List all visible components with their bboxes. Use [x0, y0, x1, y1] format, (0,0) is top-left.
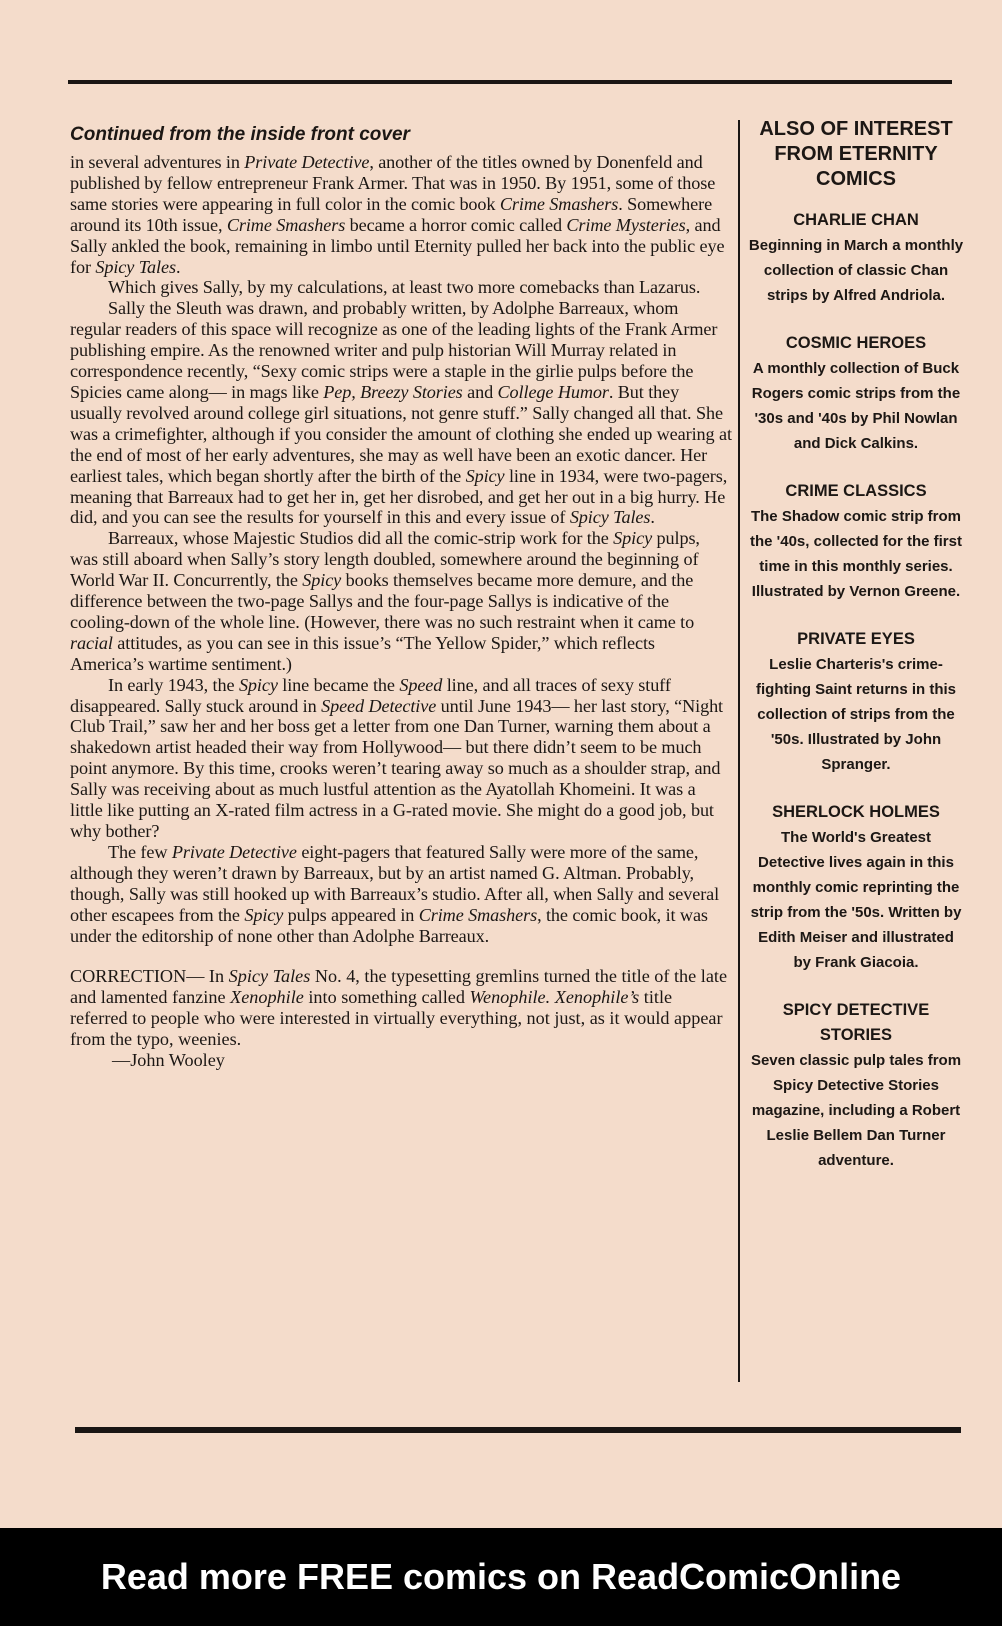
italic-title: College Humor: [497, 381, 609, 402]
paragraph: Barreaux, whose Majestic Studios did all the comic-strip work for the Spicy pulps, was still aboard when Sally’s story length doubled, somewhere around the beginning of World War II. Concurrently, the Spicy books themselves became more demure, and the difference between the two-page Sallys and the four-page Sallys is indicative of the cooling-down of the whole line. (However, there was no such restraint when it came to racial attitudes, as you can see in this issue’s “The Yellow Spider,” which reflects America’s wartime sentiment.): [70, 528, 700, 674]
italic-title: Pep, Breezy Stories: [323, 381, 463, 402]
continued-heading: Continued from the inside front cover: [70, 124, 410, 145]
italic-title: Crime Mysteries: [566, 214, 686, 235]
italic-title: Speed: [399, 674, 443, 695]
italic-title: Spicy Tales: [95, 256, 176, 277]
paragraph: Which gives Sally, by my calculations, at least two more comebacks than Lazarus.: [108, 277, 701, 298]
entry-title: SHERLOCK HOLMES: [772, 803, 940, 821]
italic-title: Crime Smashers: [499, 193, 619, 214]
sidebar: [748, 117, 964, 1196]
sidebar-entry-sherlock-holmes: [748, 800, 964, 975]
sidebar-entry-cosmic-heroes: [748, 331, 964, 456]
entry-description: The World's Greatest Detective lives again in this monthly comic reprinting the strip from the '50s. Written by Edith Meiser and illustrated by Frank Giacoia.: [750, 829, 962, 971]
entry-description: Leslie Charteris's crime-fighting Saint returns in this collection of strips from the '50s. Illustrated by John Spranger.: [756, 656, 956, 773]
entry-description: The Shadow comic strip from the '40s, collected for the first time in this monthly series. Illustrated by Vernon Greene.: [750, 508, 962, 600]
italic-title: Wenophile. Xenophile’s: [469, 987, 640, 1008]
entry-description: A monthly collection of Buck Rogers comic strips from the '30s and '40s by Phil Nowlan and Dick Calkins.: [751, 360, 961, 452]
italic-title: Spicy: [613, 528, 653, 549]
italic-title: Xenophile: [230, 987, 304, 1008]
italic-title: Spicy: [302, 570, 342, 591]
paragraph: The few Private Detective eight-pagers that featured Sally were more of the same, although they weren’t drawn by Barreaux, but by an artist named G. Altman. Probably, though, Sally was still hooked up with Barreaux’s studio. After all, when Sally and several other escapees from the Spicy pulps appeared in Crime Smashers, the comic book, it was under the editorship of none other than Adolphe Barreaux.: [70, 841, 720, 946]
sidebar-entry-crime-classics: [748, 479, 964, 604]
italic-title: Spicy: [244, 904, 284, 925]
sidebar-entry-spicy-detective: [748, 998, 964, 1173]
italic-title: Crime Smashers: [418, 904, 538, 925]
entry-title: SPICY DETECTIVE STORIES: [782, 1001, 930, 1044]
top-rule: [68, 80, 952, 84]
entry-title: CHARLIE CHAN: [793, 211, 919, 229]
author-signature: —John Wooley: [112, 1050, 225, 1071]
entry-description: Beginning in March a monthly collection of classic Chan strips by Alfred Andriola.: [748, 237, 964, 304]
paragraph: Sally the Sleuth was drawn, and probably written, by Adolphe Barreaux, whom regular readers of this space will recognize as one of the leading lights of the Frank Armer publishing empire. As the renowned writer and pulp historian Will Murray related in correspondence recently, “Sexy comic strips were a staple in the girlie pulps before the Spicies came along— in mags like Pep, Breezy Stories and College Humor. But they usually revolved around college girl situations, not genre stuff.” Sally changed all that. She was a crimefighter, although if you consider the amount of clothing she ended up wearing at the end of most of her early adventures, she may as well have been an exotic dancer. Her earliest tales, which began shortly after the birth of the Spicy line in 1934, were two-pagers, meaning that Barreaux had to get her in, get her disrobed, and get her out in a big hurry. He did, and you can see the results for yourself in this and every issue of Spicy Tales.: [70, 298, 732, 528]
sidebar-title: ALSO OF INTEREST FROM ETERNITY COMICS: [759, 118, 953, 190]
italic-title: Crime Smashers: [226, 214, 346, 235]
italic-title: Speed Detective: [321, 695, 437, 716]
article-body: [70, 152, 732, 946]
column-divider: [738, 120, 740, 1382]
correction-text: CORRECTION— In Spicy Tales No. 4, the typesetting gremlins turned the title of the late and lamented fanzine Xenophile into something called Wenophile. Xenophile’s title referred to people who were interested in virtually everything, not just, as it would appear from the typo, weenies.: [70, 966, 728, 1050]
entry-title: PRIVATE EYES: [797, 630, 915, 648]
italic-title: Spicy: [238, 674, 278, 695]
italic-title: racial: [70, 632, 113, 653]
correction-note: [70, 966, 732, 1071]
italic-title: Spicy Tales: [569, 507, 651, 528]
italic-title: Private Detective: [171, 841, 297, 862]
paragraph: in several adventures in Private Detective, another of the titles owned by Donenfeld and published by fellow entrepreneur Frank Armer. That was in 1950. By 1951, some of those same stories were appearing in full color in the comic book Crime Smashers. Somewhere around its 10th issue, Crime Smashers became a horror comic called Crime Mysteries, and Sally ankled the book, remaining in limbo until Eternity pulled her back into the public eye for Spicy Tales.: [70, 152, 725, 277]
sidebar-entry-charlie-chan: [748, 208, 964, 308]
entry-description: Seven classic pulp tales from Spicy Detective Stories magazine, including a Robert Leslie Bellem Dan Turner adventure.: [750, 1052, 962, 1169]
sidebar-entry-private-eyes: [748, 627, 964, 777]
promo-banner[interactable]: Read more FREE comics on ReadComicOnline: [0, 1528, 1002, 1626]
italic-title: Spicy: [465, 465, 505, 486]
bottom-rule: [75, 1427, 961, 1433]
italic-title: Private Detective: [244, 152, 370, 172]
italic-title: Spicy Tales: [228, 966, 311, 987]
entry-title: CRIME CLASSICS: [785, 482, 927, 500]
main-column: [70, 124, 732, 1071]
entry-title: COSMIC HEROES: [785, 334, 927, 352]
paragraph: In early 1943, the Spicy line became the Speed line, and all traces of sexy stuff disappeared. Sally stuck around in Speed Detective until June 1943— her last story, “Night Club Trail,” saw her and her boss get a letter from one Dan Turner, warning them about a shakedown artist headed their way from Hollywood— but there didn’t seem to be much point anymore. By this time, crooks weren’t tearing away so much as a shoulder strap, and Sally was receiving about as much lustful attention as the Ayatollah Khomeini. It was a little like putting an X-rated film actress in a G-rated movie. She might do a good job, but why bother?: [70, 674, 724, 841]
